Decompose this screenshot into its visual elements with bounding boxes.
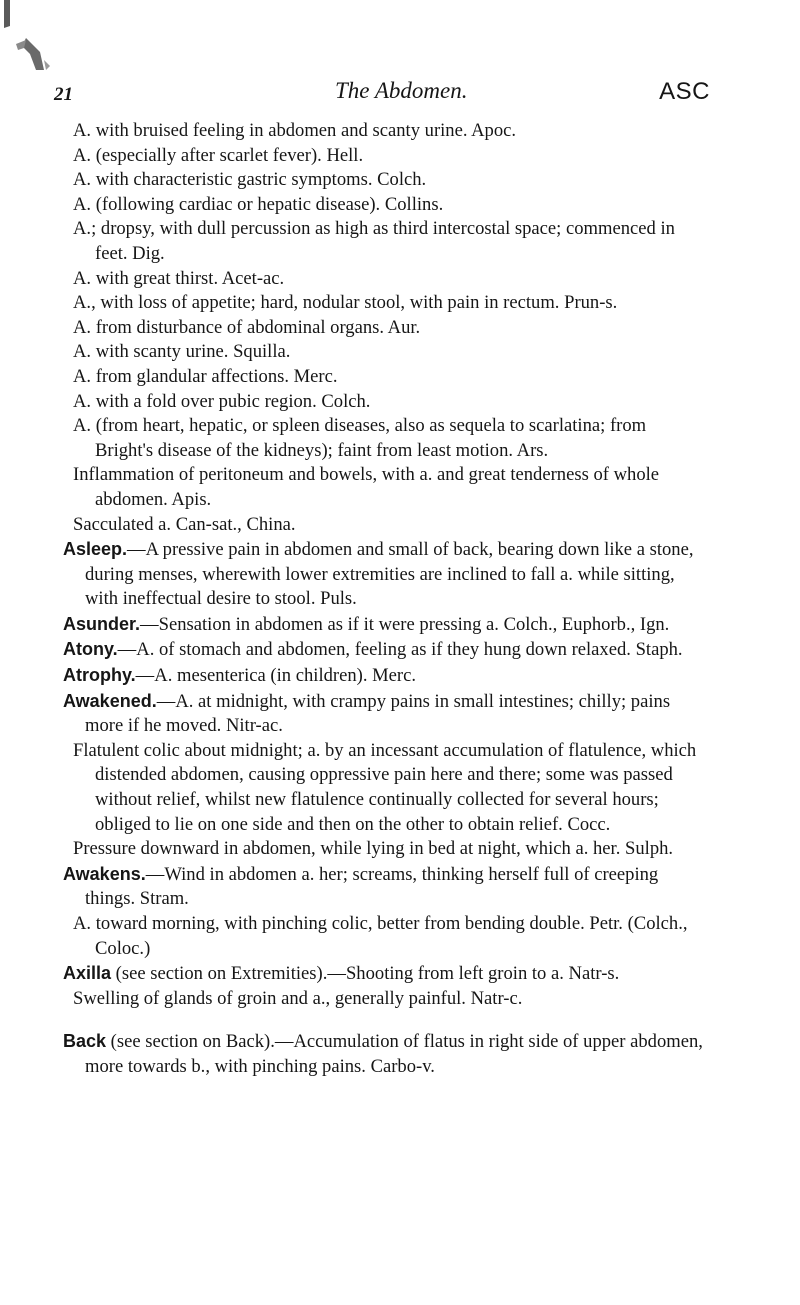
entry-text: —A pressive pain in abdomen and small of back, bearing down like a stone, during menses, wherewith lower extremities are inclined to fall a. while sitting, with ineffectual desire to stool. Puls. (85, 539, 694, 610)
index-entry-heading-row (63, 663, 703, 689)
entry-text: (see section on Extremities).—Shooting from left groin to a. Natr-s. (111, 963, 620, 985)
index-entry (73, 217, 703, 266)
entry-text: —Wind in abdomen a. her; screams, thinking herself full of creeping things. Stram. (85, 863, 659, 910)
entry-text: Flatulent colic about midnight; a. by an incessant accumulation of flatulence, which distended abdomen, causing oppressive pain here and there; some was passed without relief, whilst new flatulence continually collected for several hours; obliged to lie on one side and then on the other to obtain relief. Cocc. (73, 739, 697, 835)
entry-keyword: Back (63, 1031, 107, 1052)
index-entry (73, 193, 703, 218)
index-entry-heading-row (63, 612, 703, 638)
entry-text: A. with great thirst. Acet-ac. (73, 267, 285, 289)
entry-text: A., with loss of appetite; hard, nodular stool, with pain in rectum. Prun-s. (73, 292, 618, 314)
entry-keyword: Atrophy. (63, 665, 136, 686)
entry-keyword: Awakens. (63, 863, 146, 884)
index-entry-heading-row (63, 689, 703, 739)
entry-text: (see section on Back).—Accumulation of flatus in right side of upper abdomen, more towards b., with pinching pains. Carbo-v. (85, 1031, 703, 1077)
entry-text: A. with scanty urine. Squilla. (73, 341, 291, 363)
index-entry (73, 463, 703, 512)
index-entry (73, 267, 703, 292)
index-entry (73, 340, 703, 365)
entry-keyword: Asleep. (63, 539, 128, 560)
entry-keyword: Asunder. (63, 613, 141, 634)
entry-text: A. from glandular affections. Merc. (73, 365, 338, 387)
entry-keyword: Awakened. (63, 690, 157, 711)
entry-text: —A. of stomach and abdomen, feeling as if they hung down relaxed. Staph. (117, 639, 683, 661)
index-entries (63, 119, 703, 1080)
entry-text: A. toward morning, with pinching colic, better from bending double. Petr. (Colch., Coloc.) (73, 913, 688, 959)
page-corner-mark (0, 0, 62, 70)
entry-text: A. with characteristic gastric symptoms. Colch. (73, 169, 427, 191)
entry-text: A. (especially after scarlet fever). Hell. (73, 144, 364, 166)
index-entry (73, 513, 703, 538)
index-entry-heading-row (63, 1029, 703, 1079)
page-title: The Abdomen. (335, 78, 468, 103)
entry-text: Inflammation of peritoneum and bowels, with a. and great tenderness of whole abdomen. Apis. (73, 464, 660, 510)
entry-keyword: Atony. (63, 639, 118, 660)
entry-text: Pressure downward in abdomen, while lying in bed at night, which a. her. Sulph. (73, 838, 674, 860)
index-entry (73, 739, 703, 837)
index-entry-heading-row (63, 537, 703, 612)
entry-text: Sacculated a. Can-sat., China. (73, 513, 296, 535)
entry-text: A. from disturbance of abdominal organs. Aur. (73, 316, 421, 338)
index-entry-heading-row (63, 637, 703, 663)
entry-text: A. (from heart, hepatic, or spleen diseases, also as sequela to scarlatina; from Bright's disease of the kidneys); faint from least motion. Ars. (73, 415, 647, 461)
index-entry (73, 291, 703, 316)
entry-keyword: Axilla (63, 963, 112, 984)
entry-text: A. (following cardiac or hepatic disease). Collins. (73, 193, 444, 215)
entry-text: A. with a fold over pubic region. Colch. (73, 390, 371, 412)
index-entry (73, 365, 703, 390)
index-entry (73, 987, 703, 1012)
entry-text: —A. mesenterica (in children). Merc. (135, 665, 417, 687)
index-entry-heading-row (63, 862, 703, 912)
index-range: ASC (659, 78, 710, 105)
entry-text: —Sensation in abdomen as if it were pressing a. Colch., Euphorb., Ign. (140, 613, 670, 635)
index-entry (73, 119, 703, 144)
entry-text: A. with bruised feeling in abdomen and scanty urine. Apoc. (73, 120, 517, 141)
index-entry (73, 168, 703, 193)
index-entry (73, 144, 703, 169)
entry-text: —A. at midnight, with crampy pains in small intestines; chilly; pains more if he moved. Nitr-ac. (85, 690, 671, 737)
index-entry (73, 414, 703, 463)
running-head (50, 78, 710, 110)
index-entry (73, 390, 703, 415)
index-entry (73, 837, 703, 862)
page-number: 21 (54, 84, 73, 105)
index-entry-heading-row (63, 961, 703, 987)
index-entry (73, 316, 703, 341)
index-entry (73, 912, 703, 961)
entry-text: Swelling of glands of groin and a., generally painful. Natr-c. (73, 987, 523, 1009)
entry-text: A.; dropsy, with dull percussion as high as third intercostal space; commenced in feet. Dig. (73, 218, 675, 264)
